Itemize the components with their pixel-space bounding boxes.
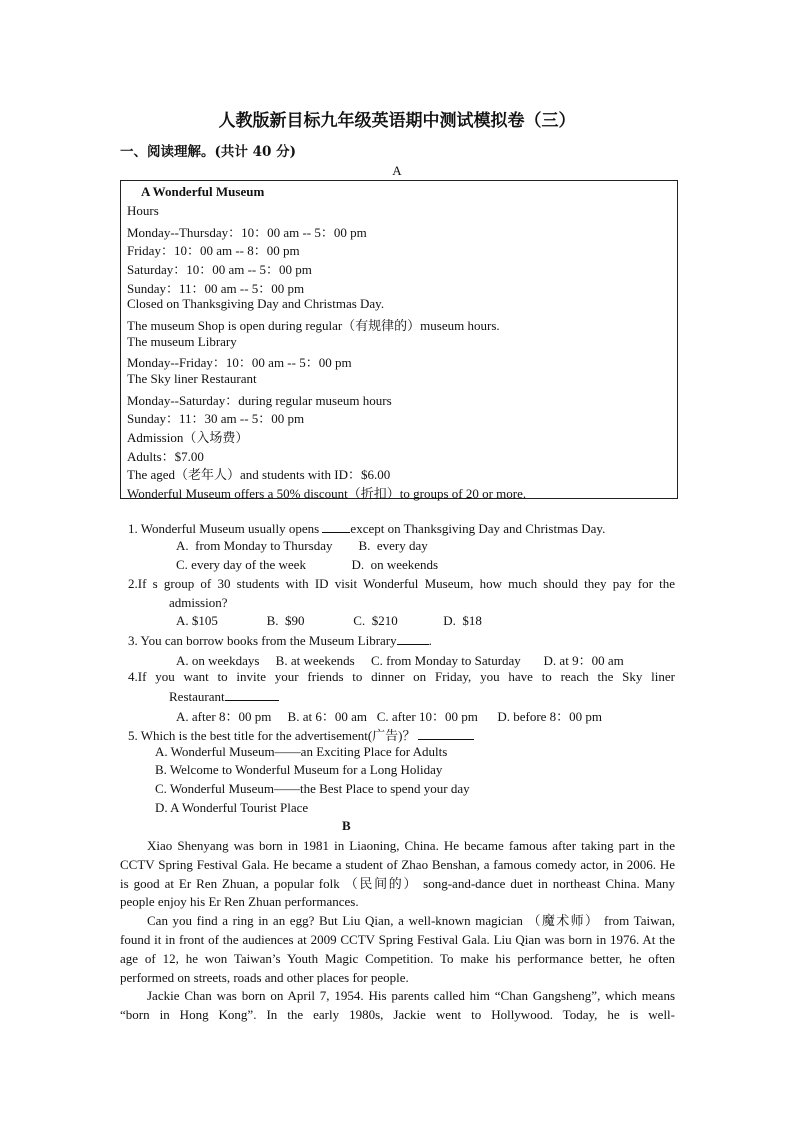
question-4-stem-end: Restaurant (169, 689, 225, 704)
museum-advertisement-box (120, 180, 678, 499)
question-2-stem: 2.If s group of 30 students with ID visit Wonderful Museum, how much should they pay for the (128, 576, 675, 591)
museum-box-line: Friday：10：00 am -- 8：00 pm (127, 243, 300, 258)
question-5-option-c: C. Wonderful Museum——the Best Place to spend your day (155, 781, 470, 796)
question-3-stem-end: . (428, 633, 432, 648)
passage-b-paragraph: Can you find a ring in an egg? But Liu Qian, a well-known magician （魔术师） from Taiwan, found it in front of the audiences at 2009 CCTV Spring Festival Gala. Liu Qian was born in 1976. At the age of 12, he won Taiwan’s Youth Magic Competition. To make his performance better, he often performed on streets, roads and other places for people. (120, 913, 675, 985)
passage-b-paragraph: Jackie Chan was born on April 7, 1954. His parents called him “Chan Gangsheng”, which means “born in Hong Kong”. In the early 1980s, Jackie went to Hollywood. Today, he is well- (120, 988, 675, 1023)
question-5-stem (128, 725, 474, 744)
museum-box-line: The Sky liner Restaurant (127, 371, 257, 386)
museum-box-heading: A Wonderful Museum (141, 184, 265, 199)
section-heading-reading: 一、阅读理解。(共计 40 分) (120, 144, 296, 160)
question-1-options-row-2: C. every day of the week D. on weekends (176, 557, 439, 572)
museum-box-line: Monday--Friday：10：00 am -- 5：00 pm (127, 355, 352, 370)
question-3-stem-start: 3. You can borrow books from the Museum Library (128, 633, 397, 648)
answer-blank[interactable] (397, 632, 429, 645)
passage-b-paragraph: Xiao Shenyang was born in 1981 in Liaoning, China. He became famous after taking part in the CCTV Spring Festival Gala. He became a student of Zhao Benshan, a famous comedy actor, in 2006. He is good at Er Ren Zhuan, a popular folk （民间的） song-and-dance duet in northeast China. Many people enjoy his Er Ren Zhuan performances. (120, 838, 675, 910)
answer-blank[interactable] (225, 688, 279, 701)
question-5-option-d: D. A Wonderful Tourist Place (155, 800, 309, 815)
question-4-stem-continued (169, 688, 279, 705)
museum-box-line: Admission（入场费） (127, 430, 249, 445)
museum-box-line: Monday--Thursday：10：00 am -- 5：00 pm (127, 225, 367, 240)
question-2-stem-continued: admission? (169, 595, 228, 610)
museum-box-line: Monday--Saturday：during regular museum hours (127, 393, 392, 408)
museum-box-line: Saturday：10：00 am -- 5：00 pm (127, 262, 312, 277)
museum-box-line: Adults：$7.00 (127, 449, 204, 464)
question-1-stem-start: 1. Wonderful Museum usually opens (128, 521, 323, 536)
answer-blank[interactable] (418, 727, 474, 740)
museum-box-line: Hours (127, 203, 159, 218)
question-5-option-b: B. Welcome to Wonderful Museum for a Long Holiday (155, 762, 443, 777)
museum-box-line: The aged（老年人）and students with ID：$6.00 (127, 467, 391, 482)
question-5-stem-text: 5. Which is the best title for the advertisement(广告)？ (128, 728, 416, 743)
question-5-option-a: A. Wonderful Museum——an Exciting Place for Adults (155, 744, 448, 759)
passage-b-body (120, 837, 675, 1025)
passage-a-label: A (392, 163, 402, 178)
question-2-options: A. $105 B. $90 C. $210 D. $18 (176, 613, 482, 628)
question-4-options: A. after 8：00 pm B. at 6：00 am C. after 10：00 pm D. before 8：00 pm (176, 709, 603, 724)
question-3-stem (128, 632, 432, 649)
question-1-stem (128, 520, 605, 537)
passage-b-label: B (342, 818, 351, 833)
question-1-options-row-1: A. from Monday to Thursday B. every day (176, 538, 428, 553)
question-1-stem-end: except on Thanksgiving Day and Christmas Day. (350, 521, 606, 536)
question-4-stem: 4.If you want to invite your friends to dinner on Friday, you have to reach the Sky liner (128, 669, 675, 684)
museum-box-line: Wonderful Museum offers a 50% discount（折扣）to groups of 20 or more. (127, 486, 527, 501)
question-3-options: A. on weekdays B. at weekends C. from Monday to Saturday D. at 9：00 am (176, 653, 624, 668)
museum-box-line: The museum Library (127, 334, 237, 349)
museum-box-line: Sunday：11：00 am -- 5：00 pm (127, 281, 305, 296)
museum-box-line: Sunday：11：30 am -- 5：00 pm (127, 411, 305, 426)
page-title: 人教版新目标九年级英语期中测试模拟卷（三） (218, 111, 576, 131)
museum-box-line: The museum Shop is open during regular（有规律的）museum hours. (127, 318, 500, 333)
answer-blank[interactable] (322, 520, 350, 533)
museum-box-line: Closed on Thanksgiving Day and Christmas Day. (127, 296, 385, 311)
